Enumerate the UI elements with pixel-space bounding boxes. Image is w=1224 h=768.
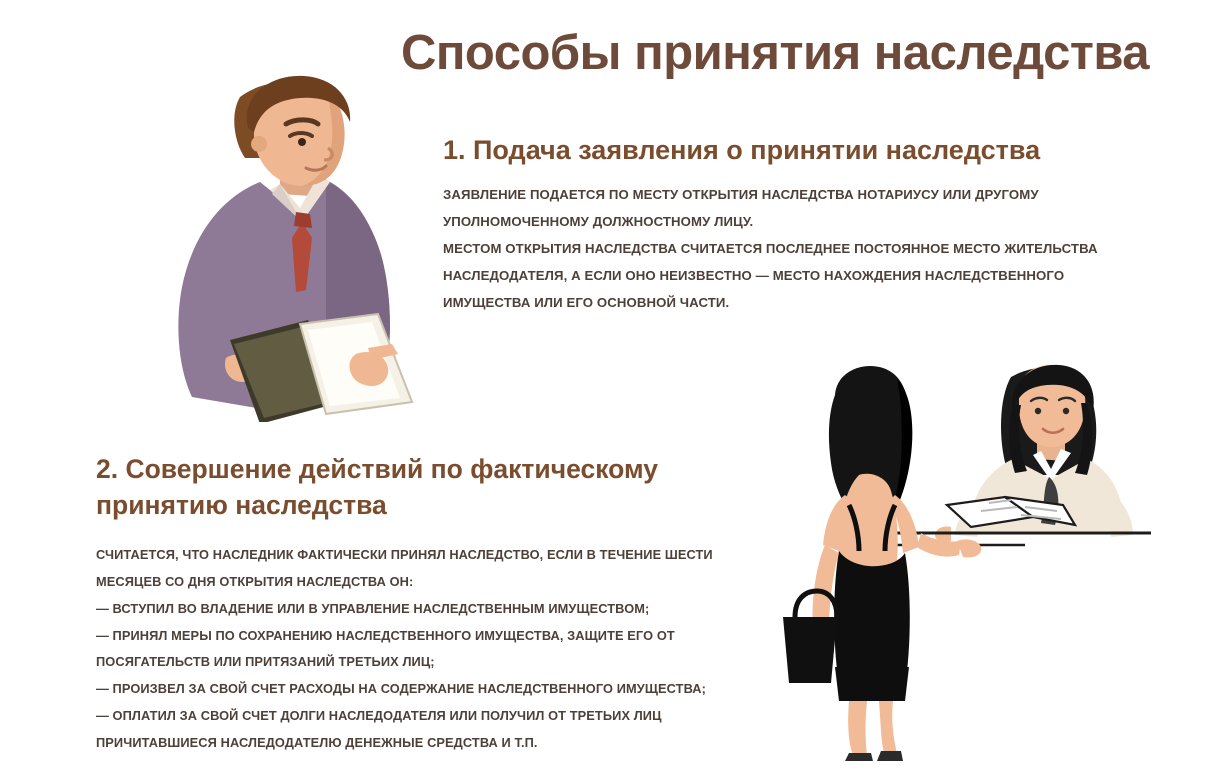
section-1-line-1: ЗАЯВЛЕНИЕ ПОДАЕТСЯ ПО МЕСТУ ОТКРЫТИЯ НАСЛЕДСТВА НОТАРИУСУ ИЛИ ДРУГОМУ xyxy=(443,187,1039,202)
section-2-line-3: — ВСТУПИЛ ВО ВЛАДЕНИЕ ИЛИ В УПРАВЛЕНИЕ НАСЛЕДСТВЕННЫМ ИМУЩЕСТВОМ; xyxy=(96,600,650,616)
section-1-line-4: НАСЛЕДОДАТЕЛЯ, А ЕСЛИ ОНО НЕИЗВЕСТНО — МЕСТО НАХОЖДЕНИЯ НАСЛЕДСТВЕННОГО xyxy=(443,268,1065,284)
section-2-heading: 2. Совершение действий по фактическому принятию наследства xyxy=(96,454,658,520)
page-title: Способы принятия наследства xyxy=(400,26,1150,80)
section-1-heading: 1. Подача заявления о принятии наследства xyxy=(443,135,1041,165)
section-2-line-7: — ОПЛАТИЛ ЗА СВОЙ СЧЕТ ДОЛГИ НАСЛЕДОДАТЕЛЯ ИЛИ ПОЛУЧИЛ ОТ ТРЕТЬИХ ЛИЦ xyxy=(96,708,662,724)
section-1-line-3: МЕСТОМ ОТКРЫТИЯ НАСЛЕДСТВА СЧИТАЕТСЯ ПОСЛЕДНЕЕ ПОСТОЯННОЕ МЕСТО ЖИТЕЛЬСТВА xyxy=(443,241,1098,257)
section-1-line-5: ИМУЩЕСТВА ИЛИ ЕГО ОСНОВНОЙ ЧАСТИ. xyxy=(443,295,730,311)
section-1-line-2: УПОЛНОМОЧЕННОМУ ДОЛЖНОСТНОМУ ЛИЦУ. xyxy=(443,214,754,230)
section-2-line-6: — ПРОИЗВЕЛ ЗА СВОЙ СЧЕТ РАСХОДЫ НА СОДЕРЖАНИЕ НАСЛЕДСТВЕННОГО ИМУЩЕСТВА; xyxy=(96,681,706,697)
section-2-line-2: МЕСЯЦЕВ СО ДНЯ ОТКРЫТИЯ НАСЛЕДСТВА ОН: xyxy=(96,573,414,589)
section-2-line-4: — ПРИНЯЛ МЕРЫ ПО СОХРАНЕНИЮ НАСЛЕДСТВЕННОГО ИМУЩЕСТВА, ЗАЩИТЕ ЕГО ОТ xyxy=(96,627,675,643)
section-2-line-8: ПРИЧИТАВШИЕСЯ НАСЛЕДОДАТЕЛЮ ДЕНЕЖНЫЕ СРЕДСТВА И Т.П. xyxy=(96,735,538,751)
women-at-notary-desk-illustration xyxy=(775,355,1155,768)
section-2-line-5: ПОСЯГАТЕЛЬСТВ ИЛИ ПРИТЯЗАНИЙ ТРЕТЬИХ ЛИЦ; xyxy=(96,654,435,670)
man-reading-document-illustration xyxy=(130,62,460,427)
section-2-body xyxy=(96,542,751,757)
section-2-line-1: СЧИТАЕТСЯ, ЧТО НАСЛЕДНИК ФАКТИЧЕСКИ ПРИНЯЛ НАСЛЕДСТВО, ЕСЛИ В ТЕЧЕНИЕ ШЕСТИ xyxy=(96,547,713,562)
section-1-body xyxy=(443,181,1103,316)
